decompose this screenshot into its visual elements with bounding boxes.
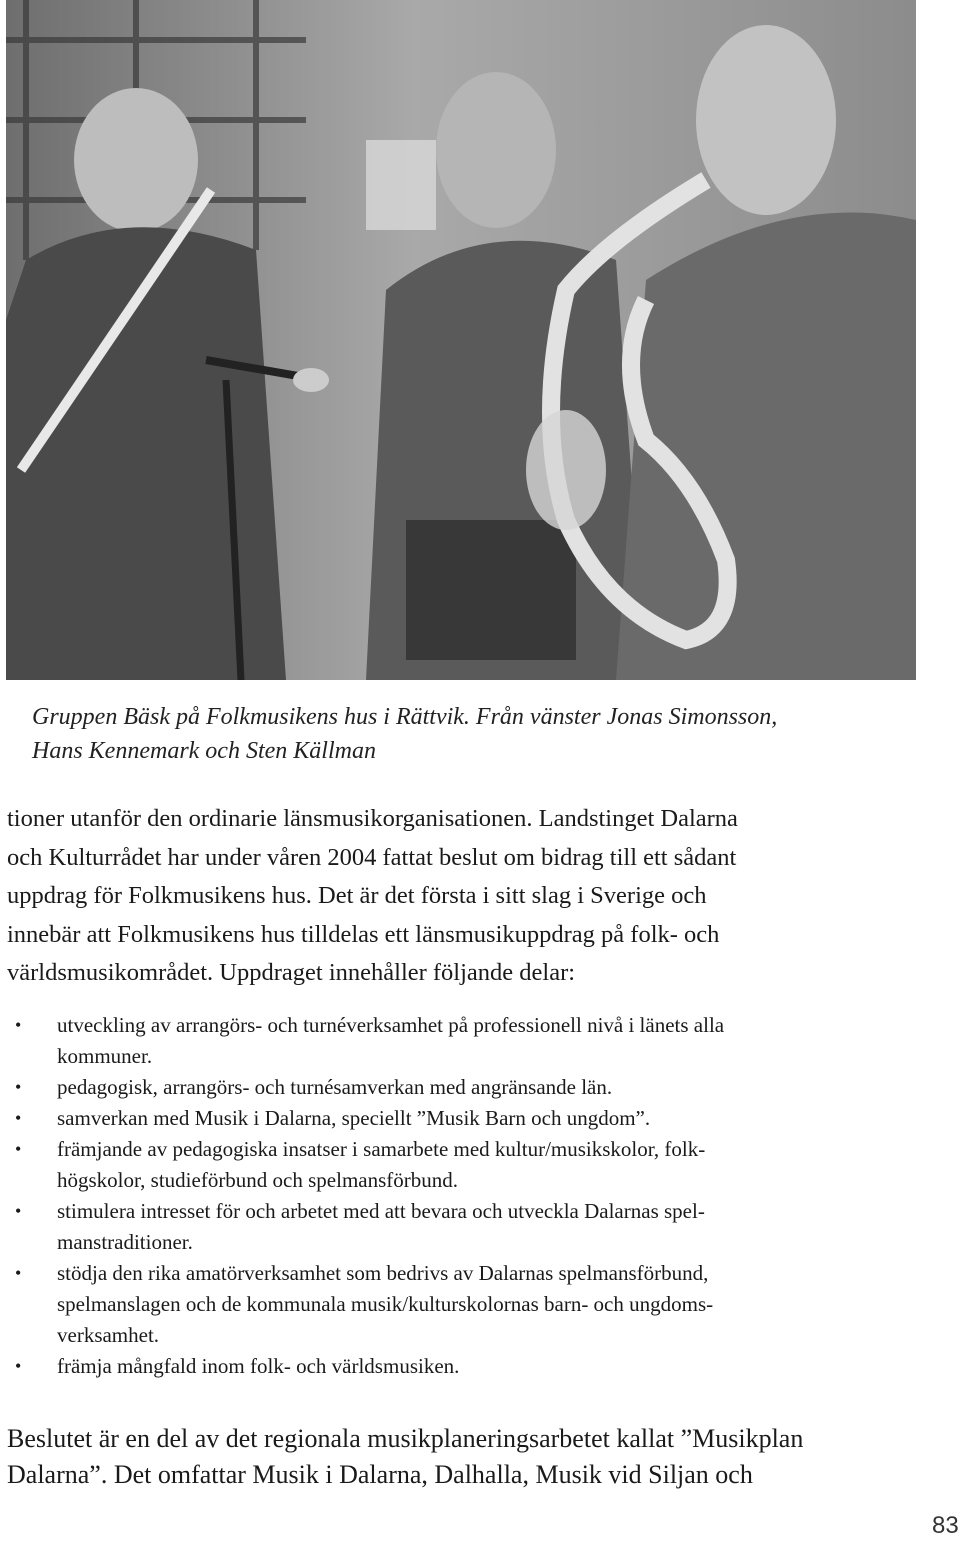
list-item-line: manstraditioner.: [57, 1230, 193, 1254]
list-item-line: stödja den rika amatörverksamhet som bedrivs av Dalarnas spelmansförbund,: [57, 1261, 709, 1285]
list-item-line: stimulera intresset för och arbetet med att bevara och utveckla Dalarnas spel-: [57, 1199, 705, 1223]
list-item: [7, 1351, 887, 1382]
body-line: och Kulturrådet har under våren 2004 fattat beslut om bidrag till ett sådant: [7, 843, 737, 871]
list-item-line: främjande av pedagogiska insatser i samarbete med kultur/musikskolor, folk-: [57, 1137, 706, 1161]
list-item-line: högskolor, studieförbund och spelmansförbund.: [57, 1168, 459, 1192]
body-line: världsmusikområdet. Uppdraget innehåller följande delar:: [7, 959, 576, 987]
bullet-icon: •: [15, 1077, 22, 1097]
list-item-line: pedagogisk, arrangörs- och turnésamverkan med angränsande län.: [57, 1075, 613, 1099]
photo-caption: [32, 700, 912, 768]
photograph-icon: [6, 0, 916, 680]
body-line: innebär att Folkmusikens hus tilldelas ett länsmusikuppdrag på folk- och: [7, 920, 720, 948]
bullet-icon: •: [15, 1356, 22, 1376]
list-item: [7, 1196, 887, 1258]
closing-paragraph: [7, 1421, 917, 1493]
bullet-icon: •: [15, 1139, 22, 1159]
list-item-line: främja mångfald inom folk- och världsmusiken.: [57, 1354, 460, 1378]
bullet-icon: •: [15, 1015, 22, 1035]
list-item-line: utveckling av arrangörs- och turnéverksamhet på professionell nivå i länets alla: [57, 1013, 725, 1037]
list-item: [7, 1134, 887, 1196]
closing-line: Dalarna”. Det omfattar Musik i Dalarna, Dalhalla, Musik vid Siljan och: [7, 1460, 753, 1489]
bullet-icon: •: [15, 1263, 22, 1283]
bullet-list: [7, 1010, 887, 1382]
caption-line: Hans Kennemark och Sten Källman: [32, 738, 376, 764]
band-photograph: [6, 0, 916, 680]
list-item-line: verksamhet.: [57, 1323, 160, 1347]
caption-line: Gruppen Bäsk på Folkmusikens hus i Rättvik. Från vänster Jonas Simonsson,: [32, 704, 778, 730]
list-item-line: kommuner.: [57, 1044, 153, 1068]
list-item: [7, 1258, 887, 1351]
closing-line: Beslutet är en del av det regionala musikplaneringsarbetet kallat ”Musikplan: [7, 1424, 804, 1453]
page-number: 83: [932, 1512, 959, 1539]
list-item: [7, 1072, 887, 1103]
list-item-line: samverkan med Musik i Dalarna, speciellt ”Musik Barn och ungdom”.: [57, 1106, 651, 1130]
bullet-icon: •: [15, 1201, 22, 1221]
list-item: [7, 1010, 887, 1072]
body-paragraph: [7, 800, 917, 993]
list-item-line: spelmanslagen och de kommunala musik/kulturskolornas barn- och ungdoms-: [57, 1292, 714, 1316]
list-item: [7, 1103, 887, 1134]
body-line: tioner utanför den ordinarie länsmusikorganisationen. Landstinget Dalarna: [7, 805, 738, 832]
bullet-icon: •: [15, 1108, 22, 1128]
body-line: uppdrag för Folkmusikens hus. Det är det första i sitt slag i Sverige och: [7, 882, 707, 910]
